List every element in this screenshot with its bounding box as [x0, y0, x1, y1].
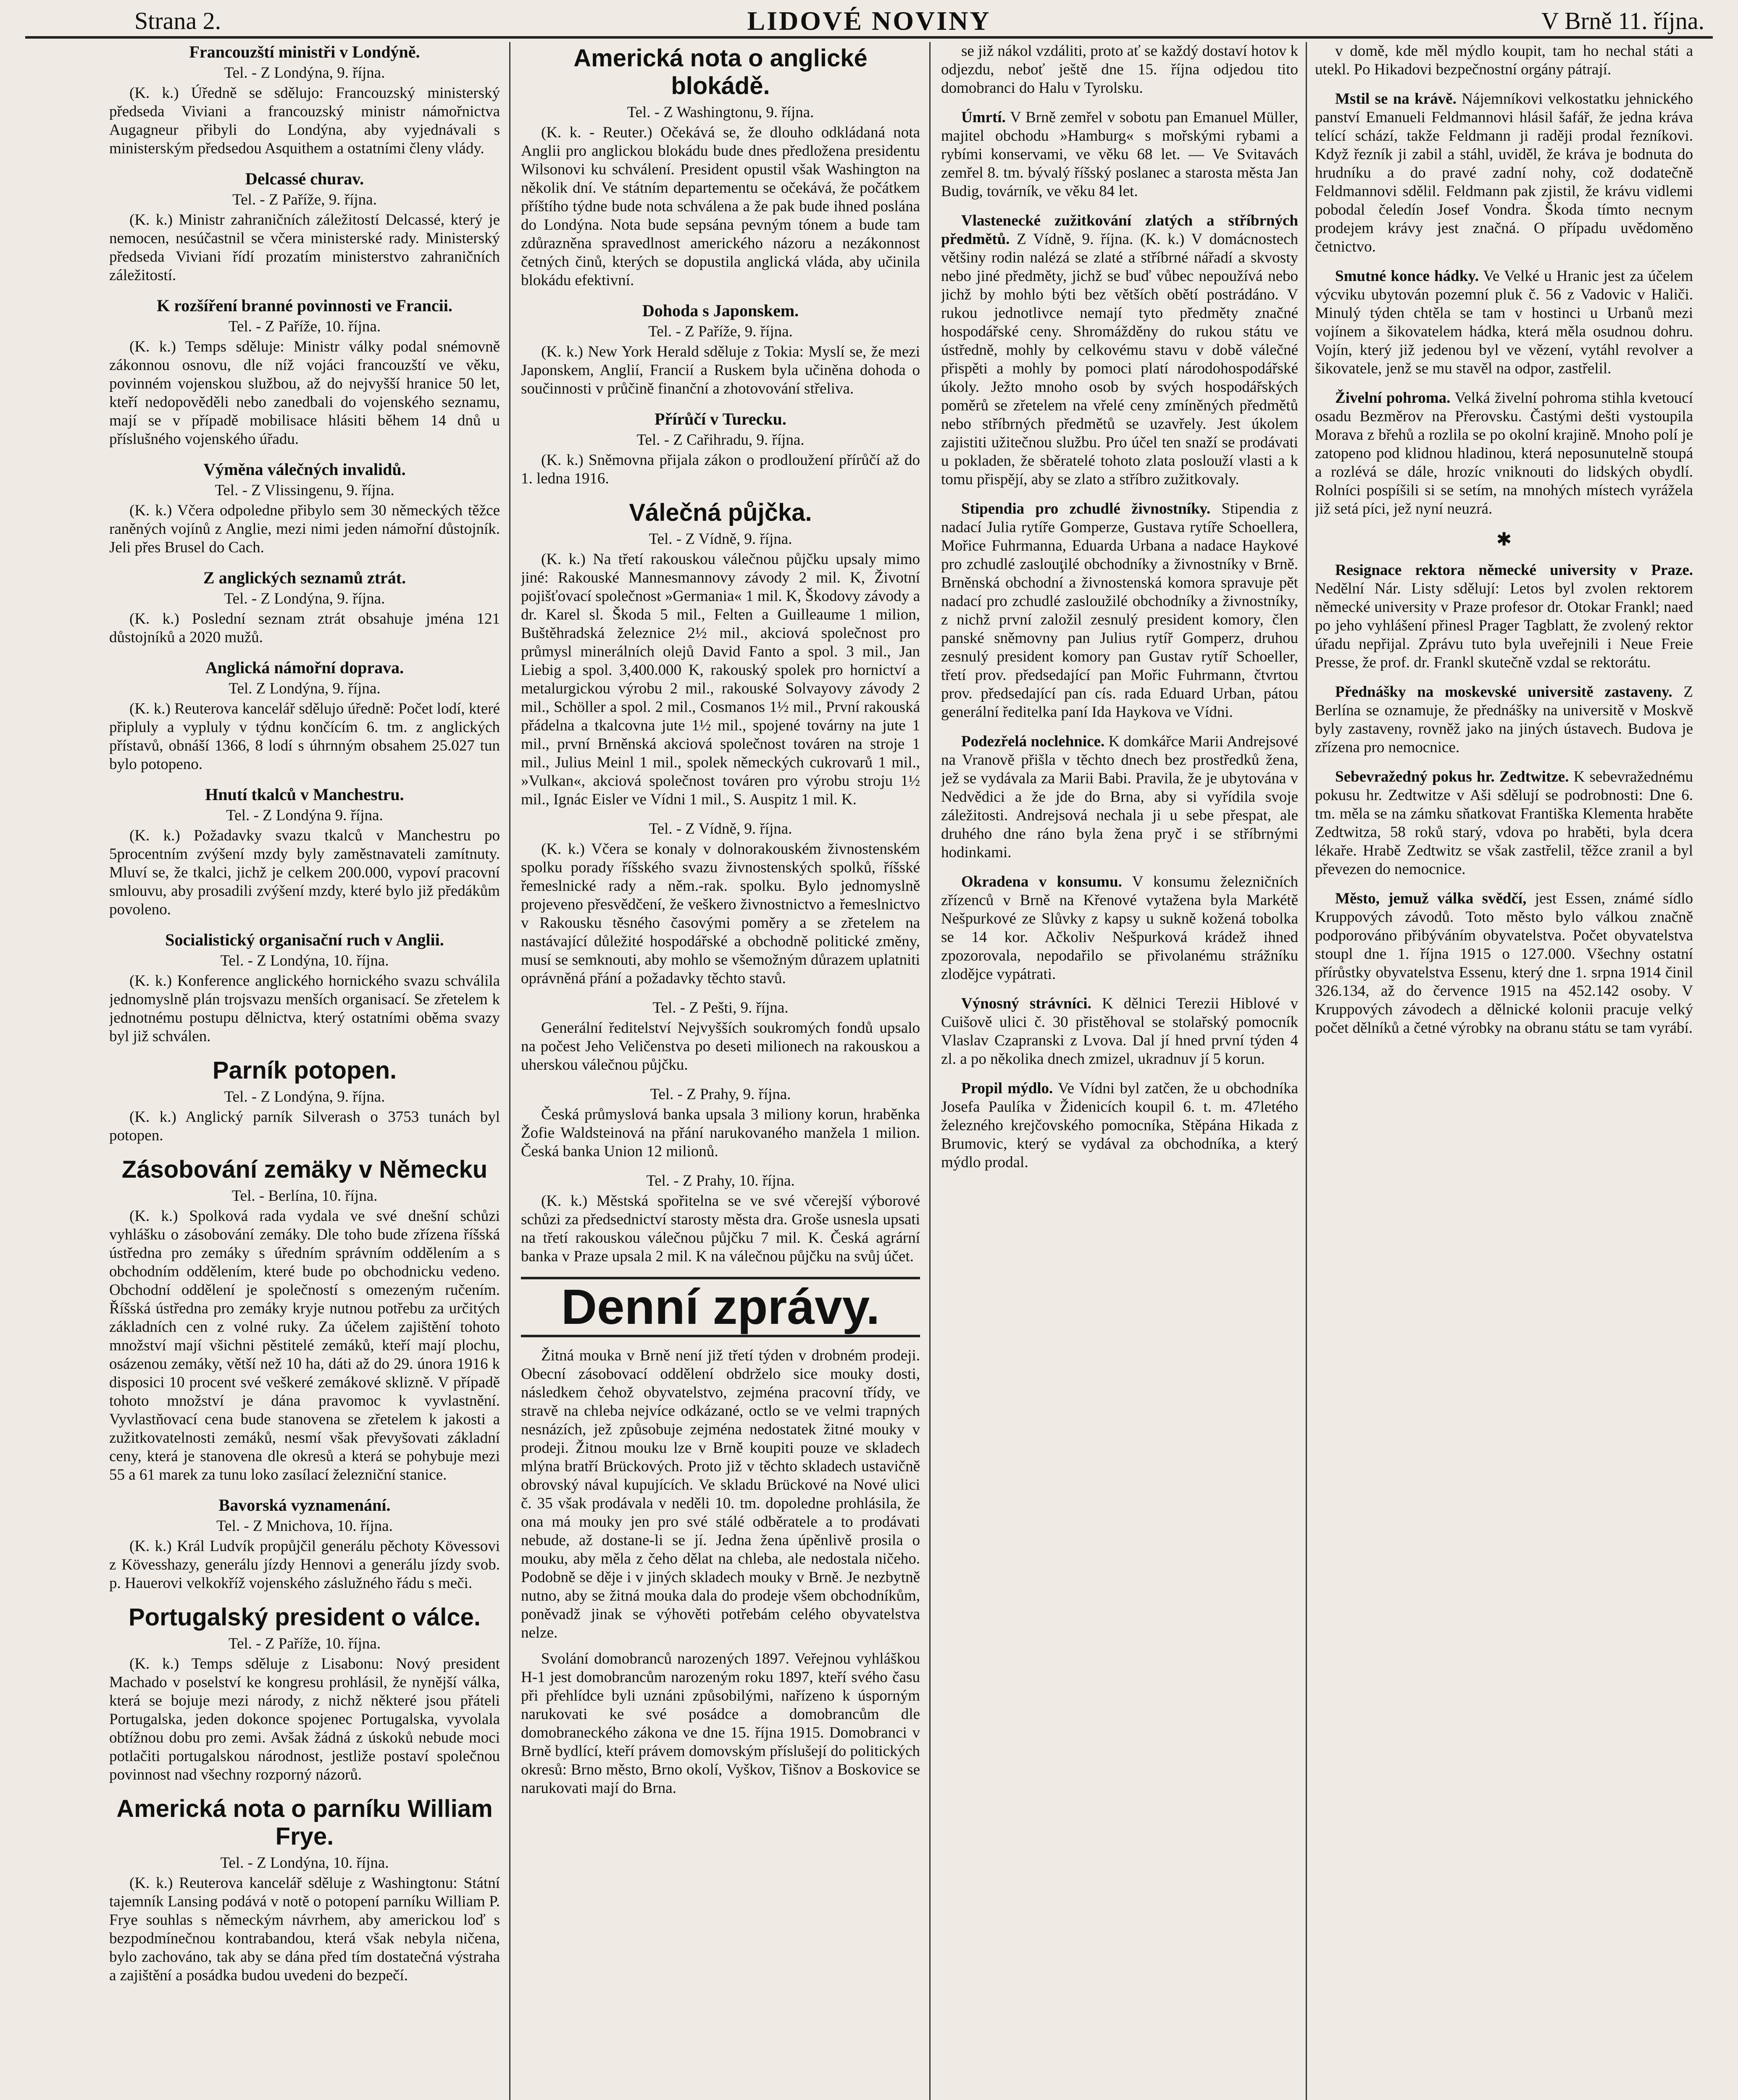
- article: [109, 1156, 500, 1484]
- article-text: Nedělní Nár. Listy sdělují: Letos byl zvolen rektorem německé university v Praze profesor dr. Otokar Frankl; naed po jeho vyhlášení přinesl Prager Tagblatt, že zvolený rektor úřadu nepřijal. Zprávu tuto byla uveřejnili i Neue Freie Presse, že prof. dr. Frankl skutečně vzdal se rektorátu.: [1315, 580, 1693, 671]
- article: [521, 45, 920, 290]
- article: [521, 1277, 920, 1798]
- article-headline: Zásobování zemäky v Německu: [121, 1156, 488, 1183]
- article-dateline: Tel. - Z Mnichova, 10. října.: [216, 1517, 393, 1535]
- article-body: [941, 500, 1298, 722]
- article-headline: Hnutí tkalců v Manchestru.: [205, 785, 404, 804]
- article: [109, 785, 500, 919]
- article-lead: Resignace rektora německé university v Praze.: [1335, 562, 1693, 579]
- article-dateline: Tel. - Z Londýna, 9. října.: [224, 64, 385, 81]
- newspaper-title: LIDOVÉ NOVINY: [747, 6, 991, 36]
- issue-date: V Brně 11. října.: [1541, 7, 1704, 34]
- article: [521, 1085, 920, 1161]
- article-dateline: Tel. - Z Londýna, 10. října.: [220, 952, 389, 969]
- article-text: (K. k.) Požadavky svazu tkalců v Manchestru po 5procentním zvýšení mzdy byly zaměstnavateli zamítnuty. Mluví se, že tkalci, jichž je celkem 200.000, vypoví pracovní smlouvu, aby prosadili zvýšení mzdy, které bylo již předákům povoleno.: [109, 827, 500, 918]
- article-text: (K. k. - Reuter.) Očekává se, že dlouho odkládaná nota Anglii pro anglickou blokádu bude dnes předložena presidentu Wilsonovi ku schválení. President opustil však Washington na několik dní. Ve státním departementu se očekává, že počátkem příštího týdne bude nota schválena a že pak bude ihned poslána do Londýna. Nota bude sepsána pevným tónem a bude tam zdůrazněna spravedlnost amerického názoru a nezákonnost četných činů, kterých se dopustila anglická vláda, aby učinila blokádu efektivní.: [521, 124, 920, 289]
- article-body: [941, 1079, 1298, 1172]
- article-lead: Vlastenecké zužitkování zlatých a stříbrných předmětů.: [941, 212, 1298, 248]
- article-dateline: Tel. - Z Prahy, 9. října.: [650, 1086, 791, 1103]
- article: [109, 568, 500, 647]
- article: [941, 732, 1298, 862]
- article-headline: Socialistický organisační ruch v Anglii.: [165, 930, 444, 949]
- article-text: Generální ředitelství Nejvyšších soukromých fondů upsalo na počest Jeho Veličenstva po deseti milionech na rakouskou a uherskou válečnou půjčku.: [521, 1019, 920, 1074]
- article-body: [521, 1105, 920, 1161]
- column-rule: [509, 42, 510, 2100]
- article-body: [1315, 683, 1693, 757]
- article-text: (K. k.) Temps sděluje z Lisabonu: Nový president Machado v poselství ke kongresu prohlásil, že nynější válka, která se bojuje mezi národy, z nichž některé jsou přáteli Portugalska, jeden dokonce spojenec Portugalska, vyvolala obtížnou dobu pro zemi. Avšak žádná z úskoků nebude moci potlačiti portugalskou národnost, jestliže postaví společnou povinnost nad všechny rozporný názorů.: [109, 1655, 500, 1783]
- article-body: [941, 212, 1298, 489]
- article: [1315, 561, 1693, 672]
- article-body: [941, 108, 1298, 201]
- article-dateline: Tel. - Z Vídně, 9. října.: [649, 820, 792, 837]
- article-body: [109, 700, 500, 774]
- article-lead: Město, jemuž válka svědčí,: [1335, 890, 1527, 907]
- article-dateline: Tel. - Z Paříže, 10. října.: [228, 1635, 381, 1652]
- article-text: K domkářce Marii Andrejsové na Vranově přišla v těchto dnech bez prostředků žena, jež se vydávala za Marii Babi. Pravila, že je ubytována v Nedvědici a že jde do Brna, aby si vyřídila svoje záležitosti. Andrejsová nechala ji u sebe přespat, ale druhého dne ráno byla žena pryč i se stříbrnými hodinkami.: [941, 733, 1298, 861]
- article-text: (K. k.) Reuterova kancelář sdělujo úředně: Počet lodí, které připluly a vypluly v týdnu končícím 6. tm. z anglických přístavů, obnáší 1366, 8 lodí s úhrnným obsahem 25.027 tun bylo potopeno.: [109, 700, 500, 773]
- article-body: [941, 995, 1298, 1068]
- article-lead: Okradena v konsumu.: [961, 873, 1122, 890]
- article-paragraph: Žitná mouka v Brně není již třetí týden v drobném prodeji. Obecní zásobovací oddělení obdrželo sice mouky dosti, následkem čehož obyvatelstvo, zejména pracovní třídy, ve stravě na chleba nejvíce odkázané, octlo se ve velmi trapných nesnázích, jež způsobuje zejména nedostatek žitné mouky v prodeji. Žitnou mouku lze v Brně koupiti pouze ve skladech mlýna bratří Brückových. Proto již v těchto skladech ustavičně obrovský nával kupujících. Ve skladu Brückové na Nové ulici č. 35 však prodávala v neděli 10. tm. dopoledne prohlásila, že ona má mouky jen pro své stálé odběratele a to prodávati nebude, až dostane-li se jí. Jedna žena úpěnlivě prosila o mouku, aby měla z čeho dělat na chleba, ale nedostala ničeho. Podobně se děje i v jiných skladech mouky v Brně. Je nezbytně nutno, aby se žitná mouka dala do prodeje všem obchodníkům, poněvadž jinak se výhověti potřebám celého obyvatelstva nelze.: [521, 1347, 920, 1641]
- article-text: (K. k.) Sněmovna přijala zákon o prodloužení přírůčí až do 1. ledna 1916.: [521, 452, 920, 487]
- article-body: [521, 343, 920, 398]
- article-body: [109, 84, 500, 158]
- article-text: (K. k.) Poslední seznam ztrát obsahuje jména 121 důstojníků a 2020 mužů.: [109, 610, 500, 646]
- article: [1315, 529, 1693, 550]
- article-text: Z Vídně, 9. října. (K. k.) V domácnostech většiny rodin nalézá se zlaté a stříbrné nářadí a skvosty nebo jiné předměty, jichž se buď vůbec nepoužívá nebo jichž by mohlo býti bez větších obětí postrádáno. V rukou jednotlivce nemají tyto předměty značné hospodářské ceny. Shromážděny do rukou státu ve ústředně, mohly by celkovému stavu v době válečné přispěti a mohly by pomoci platí národohospodářské úkoly. Ježto mnoho osob by svých hospodářských poměrů se zřetelem na vřelé ceny zmíněných předmětů nebo stříbrných předmětů se uzavřely. Jest úkolem zajistiti užitečnou službu. Pro účel ten snaží se prodávati u pokladen, že sběratelé tohoto zlata poslouží vlasti a k tomu přispějí, aby se zlato a stříbro zužitkovaly.: [941, 231, 1298, 488]
- article: [109, 1795, 500, 1985]
- article-dateline: Tel. - Z Londýna 9. října.: [226, 807, 383, 824]
- article-text: (K. k.) Konference anglického hornického svazu schválila jednomyslně plán trojsvazu menších organisací. Se zřetelem k jednotnému postupu dělnictva, který ostatními oběma svazy byl již schválen.: [109, 972, 500, 1045]
- article-dateline: Tel. - Z Londýna, 9. října.: [224, 1088, 385, 1105]
- column-war-loan-and-daily-news: [521, 42, 920, 2100]
- article: [109, 930, 500, 1046]
- article-body: [109, 1108, 500, 1145]
- column-foreign-news: [109, 42, 500, 2100]
- article-text: Nájemníkovi velkostatku jehnického panství Emanueli Feldmannovi hlásil šafář, že jedna kráva telící schází, takže Feldmann ji raději prodal řezníkovi. Když řezník ji zabil a stáhl, uviděl, že kráva je bodnuta do hrudníku a do pravé zadní nohy, což dodatečně Feldmannovi sdělil. Feldmann pak zjistil, že krávu vidlemi pobodal čeledín Josef Vondra. Škoda tímto necnym prodejem krávy jest značná. O případu uvědoměno četnictvo.: [1315, 90, 1693, 255]
- article-body: [109, 827, 500, 919]
- article-body: [1315, 890, 1693, 1037]
- article-body: [109, 1655, 500, 1784]
- article-text: Z Berlína se oznamuje, že přednášky na universitě v Moskvě byly zastaveny, rovněž jako na jiných ústavech. Budova je zřízena pro nemocnice.: [1315, 683, 1693, 756]
- article-body: [521, 451, 920, 488]
- article-text: se již nákol vzdáliti, proto ať se každý dostaví hotov k odjezdu, neboť ještě dne 15. října odjedou tito domobranci do Halu v Tyrolsku.: [941, 42, 1298, 97]
- article-headline: Delcassé churav.: [245, 169, 364, 188]
- article-dateline: Tel. - Z Vídně, 9. října.: [649, 530, 792, 548]
- article-body: [521, 550, 920, 809]
- article-lead: Podezřelá noclehnice.: [961, 733, 1105, 750]
- article-body: [1315, 267, 1693, 378]
- article-text: (K. k.) Včera odpoledne přibylo sem 30 německých těžce raněných vojínů z Anglie, mezi nimi jeden námořní důstojník. Jeli přes Brusel do Cach.: [109, 502, 500, 556]
- article-text: Ve Velké u Hranic jest za účelem výcviku ubytován pozemní pluk č. 56 z Vadovic v Haliči. Minulý týden chtěla se tam v hostinci u Urbanů mezi vojínem a šikovatelem hádka, která měla osudnou dohru. Vojín, který již jedenou byl ve vězení, vytáhl revolver a šikovatele, jenž se mu stavěl na odpor, zastřelil.: [1315, 268, 1693, 377]
- article: [109, 459, 500, 557]
- article-text: (K. k.) Reuterova kancelář sděluje z Washingtonu: Státní tajemník Lansing podává v notě o potopení parníku William P. Frye souhlas s německým návrhem, aby americkou loď s bezpodmínečnou kontrabandou, která však nebyla ničena, bylo zachováno, tak aby se dána před tím dostatečná výstraha a zajištění a posádka budou uvedeni do bezpečí.: [109, 1874, 500, 1984]
- article: [1315, 683, 1693, 757]
- article-body: [521, 1192, 920, 1266]
- article-text: (K. k.) New York Herald sděluje z Tokia: Myslí se, že mezi Japonskem, Anglií, Francií a Ruskem byla učiněna dohoda o součinnosti v průčině finanční a zhotovování střeliva.: [521, 343, 920, 397]
- article: [941, 500, 1298, 722]
- article-headline: Přírůčí v Turecku.: [655, 410, 786, 428]
- article-body: [941, 873, 1298, 984]
- article-dateline: Tel. - Z Cařihradu, 9. října.: [636, 431, 805, 449]
- article-text: Stipendia z nadací Julia rytíře Gomperze, Gustava rytíře Schoellera, Mořice Fuhrmanna, Eduarda Urbana a nadace Haykové pro zchudlé zaslouţilé obchodníky a živnostníky v Brně. Brněnská obchodní a živnostenská komora spravuje pět nadací pro zchudlé zasloužilé obchodníky a živnostníky, z nichž první založil zesnulý president komory, člen panské sněmovny pan Julius rytíř Gomperz, druhou zesnulý president komory pan Gustav rytíř Schoeller, třetí prov. předsedající pan Mořic Fuhrmann, čtvrtou prov. předsedající pan cís. rada Eduard Urban, pátou generální ředitelka paní Ida Haykova ve Vídni.: [941, 500, 1298, 721]
- article-headline: Portugalský president o válce.: [128, 1604, 481, 1631]
- article-text: (K. k.) Král Ludvík propůjčil generálu pěchoty Kövessovi z Kövesshazy, generálu jízdy Hennovi a generálu jízdy svob. p. Hauerovi velkokříž vojenského záslužného řádu s meči.: [109, 1538, 500, 1592]
- article: [521, 1172, 920, 1266]
- article-headline: Americká nota o parníku William Frye.: [116, 1795, 493, 1850]
- masthead: [25, 6, 1713, 39]
- article-body: [109, 1537, 500, 1593]
- article-text: Velká živelní pohroma stihla kvetoucí osadu Bezměrov na Přerovsku. Častými dešti vystoupila Morava z břehů a rozlila se po okolní krajině. Mnoho polí je zatopeno pod klidnou hladinou, která neposunutelně stoupá a rozlévá se dále, hrozíc vniknouti do lidských obydlí. Rolníci pospíšili si se setím, na mnohých místech vyrážela již setá píci, jež nyní neuzrá.: [1315, 389, 1693, 517]
- article-text: Ve Vídni byl zatčen, že u obchodníka Josefa Paulíka v Židenicích koupil 6. t. m. 47letého železného krejčovského pomocníka, Stěpána Hikada z Brumovic, který se vydával za obchodníka, a který mýdlo prodal.: [941, 1080, 1298, 1171]
- article: [1315, 389, 1693, 518]
- article-headline: Dohoda s Japonskem.: [642, 301, 799, 320]
- article: [109, 658, 500, 774]
- article-headline: Výměna válečných invalidů.: [203, 460, 406, 479]
- article: [941, 1079, 1298, 1172]
- article-text: (K. k.) Spolková rada vydala ve své dnešní schůzi vyhlášku o zásobování zemáky. Dle toho bude zřízena říšská ústředna pro zemáky s úředním správním oddělením a s obchodním oddělením, které bude po obchodnicku vedeno. Obchodní oddělení je společností s omezeným ručením. Říšská ústředna pro zemáky kryje nutnou potřebu za určitých základních cen z volné ruky. Za účelem zajištění tohoto množství mají všichni pěstitelé zemáků, kteří mají plochu, osázenou zemáky, větší než 10 ha, dáti až do 29. února 1916 k disposici 10 procent své veškeré zemákové sklizně. V případě tohoto množství je dána pravomoc k vyvlastnění. Vyvlastňovací cena bude stanovena se zřetelem k jakosti a zužitkovatelnosti zemáků, nesmí však převyšovati základní ceny, která je stanovena dle okresů a která se pohybuje mezi 55 a 61 marek za tunu loko zasílací železniční stanice.: [109, 1208, 500, 1483]
- article-headline: Americká nota o anglické blokádě.: [573, 45, 868, 100]
- article-text: v domě, kde měl mýdlo koupit, tam ho nechal státi a utekl. Po Hikadovi bezpečnostní orgány pátrají.: [1315, 42, 1693, 78]
- column-rule: [929, 42, 931, 2100]
- article-body: [1315, 42, 1693, 79]
- article: [941, 873, 1298, 984]
- article-body: [109, 501, 500, 557]
- article: [109, 296, 500, 449]
- article-body: [1315, 90, 1693, 256]
- article: [941, 42, 1298, 97]
- article-text: (K. k.) Městská spořitelna se ve své včerejší výborové schůzi za předsednictví starosty města drа. Groše usnesla upsati na třetí rakouskou válečnou půjčku 7 mil. K. Česká agrární banka v Praze upsala 2 mil. K na válečnou půjčku na svůj účet.: [521, 1192, 920, 1265]
- article: [941, 995, 1298, 1068]
- article-text: Česká průmyslová banka upsala 3 miliony korun, hraběnka Žofie Waldsteinová na přání narukovaného manžela 1 milion. Česká banka Union 12 milionů.: [521, 1106, 920, 1160]
- article: [1315, 890, 1693, 1037]
- article: [521, 301, 920, 398]
- article-text: (K. k.) Na třetí rakouskou válečnou půjčku upsaly mimo jiné: Rakouské Mannesmannovy závody 2 mil. K, Životní pojišťovací společnost »Germania« 1 mil. K, Škodovy závody a dr. Karel sl. Škoda 5 mil., Felten a Guilleaume 1 milion, Buštěhradská železnice 2½ mil., akciová společnost pro průmysl minerálních olejů David Fanto a spol. 3 mil., Jan Liebig a spol. 3,400.000 K, rakouský spolek pro hornictví a metalurgickou výrobu 2 mil., rakouské Solvayovy závody 2 mil., Schöller a spol. 2 mil., Cosmanos 1½ mil., První rakouská přádelna a tkalcovna jute 1½ mil., spojené továrny na jute 1 mil., první Brněnská akciová společnost továren na stroje 1 mil., Julius Meinl 1 mil., spolek německých cukrovarů 1 mil., »Vulkan«, akciová společnost továren pro výrobu stroju 1½ mil., Ignác Eisler ve Vídni 1 mil., S. Auspitz 1 mil. K.: [521, 551, 920, 808]
- article-text: (K. k.) Ministr zahraničních záležitostí Delcassé, který je nemocen, nesúčastnil se včera ministerské rady. Ministerský předseda Viviani řídí prozatím ministerstvo zahraničních záležitostí.: [109, 211, 500, 284]
- article-text: (K. k.) Anglický parník Silverash o 3753 tunách byl potopen.: [109, 1108, 500, 1144]
- separator-star-icon: ✱: [1496, 529, 1512, 550]
- column-rule: [1306, 42, 1307, 2100]
- page-number: Strana 2.: [134, 7, 221, 34]
- article-dateline: Tel. - Z Londýna, 10. října.: [220, 1854, 389, 1872]
- article-paragraph: Svolání domobranců narozených 1897. Veřejnou vyhláškou H-1 jest domobrancům narozeným roku 1897, kteří svého času při přehlídce byli uznáni způsobilými, nařízeno k úsporným narukovati ke své posádce a domobrancům dle domobraneckého zákona ve dne 15. října 1915. Domobranci v Brně bydlící, kteří právem domovským příslušejí do politických okresů: Brno město, Brno okolí, Vyškov, Tišnov a Boskovice se narukovati mají do Brna.: [521, 1650, 920, 1797]
- article-body: [521, 123, 920, 290]
- section-heading: Denní zprávy.: [521, 1277, 920, 1337]
- article-dateline: Tel. - Z Pešti, 9. října.: [652, 999, 789, 1016]
- article-dateline: Tel. Z Londýna, 9. října.: [229, 680, 381, 697]
- article-text: (K. k.) Úředně se sdělujo: Francouzský ministerský předseda Viviani a francouzský ministr námořnictva Augagneur přibyli do Londýna, aby vyjednávali s ministerským předsedou Asquithem a ostatními členy vlády.: [109, 84, 500, 157]
- article-lead: Propil mýdlo.: [961, 1080, 1053, 1097]
- article-text: (K. k.) Temps sděluje: Ministr války podal snémovně zákonnou osnovu, dle níž vojáci francouzští ve věku, povinném vojenskou službou, až do nejvyšší hranice 50 let, kteří nedopověděli nebo zanedbali do vojenského seznamu, mají se v případě mobilisace hlásiti během 14 dnů u příslušného vojenského úřadu.: [109, 338, 500, 448]
- article: [521, 820, 920, 988]
- article-headline: Bavorská vyznamenání.: [218, 1496, 391, 1515]
- article: [941, 212, 1298, 489]
- article-lead: Živelní pohroma.: [1335, 389, 1451, 407]
- article-text: jest Essen, známé sídlo Kruppových závodů. Toto město bylo válkou značně podporováno přibýváním obyvatelstva. Počet obyvatelstva stoupl dne 1. října 1915 o 127.000. Všechny ostatní přírůstky obyvatelstva Essenu, který dne 1. srpna 1914 činil 326.134, až do července 1915 na 452.142 osoby. V Kruppových závodech a dělnické kolonii pracuje velký počet dělníků a četné výrobky na obranu státu se tam vyrábí.: [1315, 890, 1693, 1037]
- article-headline: K rozšíření branné povinnosti ve Francii.: [157, 296, 452, 315]
- article-dateline: Tel. - Z Londýna, 9. října.: [224, 590, 385, 607]
- article-text: V Brně zemřel v sobotu pan Emanuel Müller, majitel obchodu »Hamburg« s mořskými rybami a rybími konservami, ve věku 68 let. — Ve Svitavách zemřel 8. tm. bývalý říšský poslanec a starosta města Jan Budig, továrník, ve věku 84 let.: [941, 109, 1298, 200]
- article-lead: Mstil se na krávě.: [1335, 90, 1457, 108]
- article: [1315, 90, 1693, 256]
- article: [1315, 768, 1693, 879]
- article-headline: Válečná půjčka.: [629, 499, 812, 526]
- article-dateline: Tel. - Z Washingtonu, 9. října.: [627, 104, 814, 121]
- article-dateline: Tel. - Berlína, 10. října.: [231, 1187, 378, 1205]
- article: [109, 1495, 500, 1593]
- article: [521, 999, 920, 1074]
- article: [109, 1604, 500, 1784]
- article-dateline: Tel. - Z Prahy, 10. října.: [646, 1172, 795, 1189]
- article-body: [109, 1207, 500, 1484]
- article: [109, 169, 500, 285]
- article: [109, 1057, 500, 1145]
- article-lead: Stipendia pro zchudlé živnostníky.: [961, 500, 1211, 517]
- article-body: [1315, 561, 1693, 672]
- column-local-news: [941, 42, 1298, 2100]
- article-text: K dělnici Terezii Hiblové v Cuišově ulici č. 30 přistěhoval se stolařský pomocník Vlaslav Czapranski z Lvova. Dal jí hned první týden 4 zl. a po několika dnech zmizel, ukradnuv jí 5 korun.: [941, 995, 1298, 1068]
- article-body: [109, 610, 500, 647]
- article-body: [109, 1874, 500, 1985]
- article: [521, 409, 920, 488]
- article-lead: Přednášky na moskevské universitě zastaveny.: [1335, 683, 1672, 701]
- article-headline: Francouzští ministři v Londýně.: [189, 42, 420, 61]
- article-lead: Smutné konce hádky.: [1335, 268, 1479, 285]
- article-dateline: Tel. - Z Paříže, 9. října.: [232, 191, 377, 208]
- article-body: [109, 211, 500, 285]
- article: [941, 108, 1298, 201]
- article-lead: Výnosný strávníci.: [961, 995, 1091, 1012]
- article-text: V konsumu železničních zřízenců v Brně na Křenové vytažena byla Markétě Nešpurkové ze Slůvky z kapsy u sukně kožená tobolka se 14 kor. Ačkoliv Nešpurková krádež ihned zpozorovala, nepodařilo se přivolanému strážníku zlodějce vypátrati.: [941, 873, 1298, 983]
- article-text: (K. k.) Včera se konaly v dolnorakouském živnostenském spolku porady říšského svazu živnostenských spolků, říšské řemeslnické rady a něm.-rak. spolku. Bylo jednomyslně projeveno přesvědčení, že veškero živnostnictvo a řemeslnictvo v Rakousku těsného časovými poměry a se zřetelem na nastávající důležité hospodářské a obchodně politické změny, musí se semknouti, aby mohlo se všemožným důrazem uplatniti oprávněná přání a požadavky těchto stavů.: [521, 840, 920, 987]
- article-body: [1315, 768, 1693, 879]
- article: [521, 499, 920, 809]
- article-text: K sebevražednému pokusu hr. Zedtwitze v Aši sdělují se podrobnosti: Dne 6. tm. měla se na zámku sňatkovat Františka Klementa hraběte Zedtwitza, 58 roků starý, vdova po hraběti, byla dcera lékaře. Hrabě Zedtwitz se však zastřelil, těžce zranil a byl převezen do nemocnice.: [1315, 768, 1693, 878]
- article-headline: Z anglických seznamů ztrát.: [203, 568, 406, 587]
- article-body: [521, 840, 920, 988]
- article-body: [521, 1019, 920, 1074]
- article-dateline: Tel. - Z Paříže, 10. října.: [228, 318, 381, 335]
- article-headline: Parník potopen.: [212, 1057, 397, 1084]
- article-body: [941, 42, 1298, 97]
- article-dateline: Tel. - Z Paříže, 9. října.: [648, 323, 793, 340]
- article-body: [1315, 389, 1693, 518]
- article: [1315, 267, 1693, 378]
- article: [109, 42, 500, 158]
- article-body: [109, 972, 500, 1046]
- article-body: [109, 338, 500, 449]
- article-body: [941, 732, 1298, 862]
- article-dateline: Tel. - Z Vlissingenu, 9. října.: [215, 482, 394, 499]
- article-lead: Sebevražedný pokus hr. Zedtwitze.: [1335, 768, 1569, 785]
- article-headline: Anglická námořní doprava.: [205, 658, 404, 677]
- article: [1315, 42, 1693, 79]
- article-lead: Úmrtí.: [961, 109, 1006, 126]
- column-local-news-continued: [1315, 42, 1693, 2100]
